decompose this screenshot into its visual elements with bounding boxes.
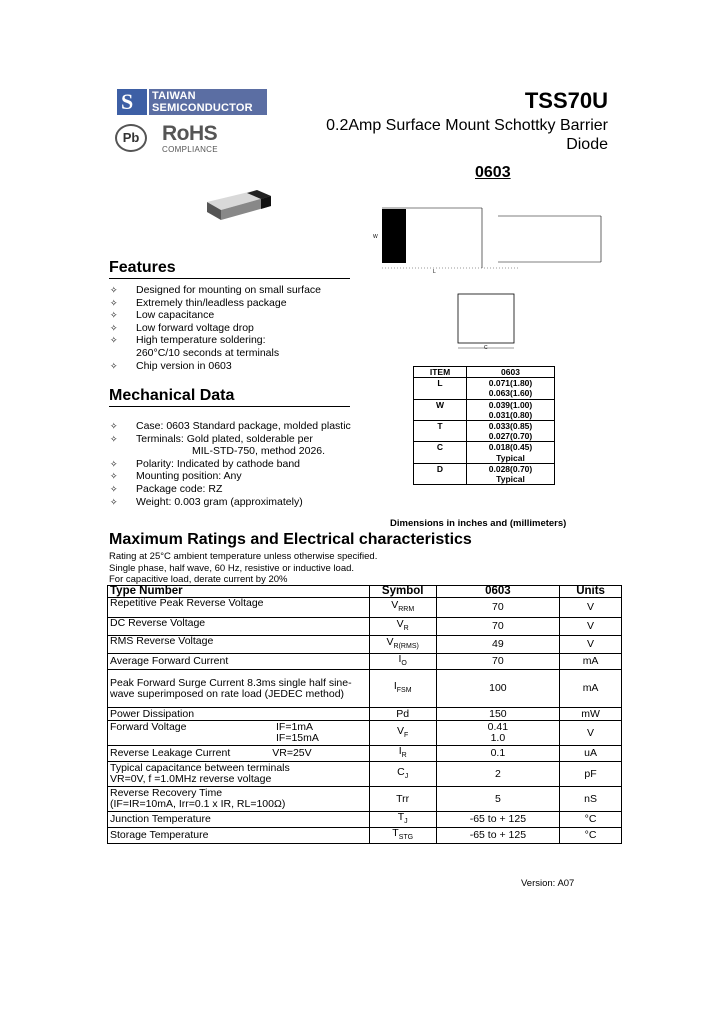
dim-c-label: C bbox=[484, 345, 488, 351]
table-cell: $C_J$ bbox=[369, 762, 436, 787]
package-name: 0603 bbox=[475, 164, 511, 181]
table-header-cell: ITEM bbox=[414, 367, 467, 378]
table-cell: $V_F$ bbox=[369, 721, 436, 746]
table-row bbox=[414, 442, 555, 463]
mechanical-list bbox=[110, 420, 351, 508]
table-cell: Average Forward Current bbox=[108, 654, 370, 670]
ratings-notes bbox=[109, 551, 377, 586]
table-cell: 49 bbox=[436, 636, 560, 654]
list-item: ✧ Chip version in 0603 bbox=[110, 359, 232, 372]
list-item: ✧ Mounting position: Any bbox=[110, 470, 242, 483]
table-cell: mA bbox=[560, 670, 622, 708]
table-row bbox=[108, 812, 622, 828]
note-line: For capacitive load, derate current by 20% bbox=[109, 574, 288, 585]
list-item: ✧ Low forward voltage drop bbox=[110, 321, 254, 334]
compliance-label: COMPLIANCE bbox=[162, 145, 218, 154]
table-header-row bbox=[414, 367, 555, 378]
table-cell: D bbox=[414, 463, 467, 484]
table-cell: °C bbox=[560, 828, 622, 844]
table-cell: C bbox=[414, 442, 467, 463]
table-cell: 100 bbox=[436, 670, 560, 708]
table-cell: °C bbox=[560, 812, 622, 828]
table-cell: uA bbox=[560, 746, 622, 762]
table-row bbox=[108, 618, 622, 636]
table-cell: V bbox=[560, 598, 622, 618]
table-cell: $T_{STG}$ bbox=[369, 828, 436, 844]
part-number: TSS70U bbox=[524, 88, 608, 113]
table-cell: 0.039(1.00) 0.031(0.80) bbox=[467, 399, 555, 420]
note-line: Rating at 25°C ambient temperature unless otherwise specified. bbox=[109, 551, 378, 562]
table-cell: 70 bbox=[436, 618, 560, 636]
description-line-1: 0.2Amp Surface Mount Schottky Barrier bbox=[326, 117, 608, 134]
table-row bbox=[108, 670, 622, 708]
table-header-cell: Symbol bbox=[369, 586, 436, 598]
list-item: ✧ High temperature soldering: bbox=[110, 334, 266, 347]
bullet-icon: ✧ bbox=[110, 496, 118, 507]
bullet-icon: ✧ bbox=[110, 285, 118, 295]
table-cell: 70 bbox=[436, 598, 560, 618]
bullet-icon: ✧ bbox=[110, 421, 118, 431]
table-cell: $I_O$ bbox=[369, 654, 436, 670]
bullet-icon: ✧ bbox=[110, 310, 118, 321]
table-cell: $V_R$ bbox=[369, 618, 436, 636]
dim-l-label: L bbox=[433, 269, 436, 275]
table-cell: Reverse Recovery Time (IF=IR=10mA, Irr=0.1 x IR, RL=100Ω) bbox=[108, 787, 370, 812]
table-cell: DC Reverse Voltage bbox=[108, 618, 370, 636]
table-header-row bbox=[108, 586, 622, 598]
table-cell: W bbox=[414, 399, 467, 420]
list-item: ✧ Low capacitance bbox=[110, 309, 215, 322]
table-cell: $I_R$ bbox=[369, 746, 436, 762]
bullet-icon: ✧ bbox=[110, 335, 118, 346]
table-cell: Junction Temperature bbox=[108, 812, 370, 828]
list-item: ✧ Extremely thin/leadless package bbox=[110, 296, 287, 309]
bullet-icon: ✧ bbox=[110, 297, 118, 308]
part-description bbox=[268, 116, 608, 154]
table-cell: 0.033(0.85) 0.027(0.70) bbox=[467, 421, 555, 442]
table-cell: 0.1 bbox=[436, 746, 560, 762]
bullet-icon: ✧ bbox=[110, 322, 118, 333]
table-cell: V bbox=[560, 618, 622, 636]
table-row bbox=[108, 654, 622, 670]
table-row bbox=[108, 762, 622, 787]
list-item: ✧ Package code: RZ bbox=[110, 482, 223, 495]
rohs-label: RoHS bbox=[162, 122, 218, 145]
ratings-heading: Maximum Ratings and Electrical characteristics bbox=[109, 531, 472, 548]
list-item: ✧ Case: 0603 Standard package, molded plastic bbox=[110, 420, 351, 432]
logo-line-1: TAIWAN bbox=[152, 90, 196, 102]
table-row bbox=[108, 598, 622, 618]
table-cell: 70 bbox=[436, 654, 560, 670]
table-cell: Forward Voltage IF=1mA IF=15mA bbox=[108, 721, 370, 746]
table-row bbox=[108, 708, 622, 721]
table-cell: Trr bbox=[369, 787, 436, 812]
table-cell: Power Dissipation bbox=[108, 708, 370, 721]
logo-line-2: SEMICONDUCTOR bbox=[152, 102, 253, 114]
dimension-drawing bbox=[368, 200, 618, 360]
table-cell: mW bbox=[560, 708, 622, 721]
list-item: ✧ Designed for mounting on small surface bbox=[110, 284, 322, 296]
table-row bbox=[108, 746, 622, 762]
table-cell: 150 bbox=[436, 708, 560, 721]
dimensions-caption: Dimensions in inches and (millimeters) bbox=[390, 518, 567, 529]
table-cell: 5 bbox=[436, 787, 560, 812]
table-cell: V bbox=[560, 636, 622, 654]
table-cell: Pd bbox=[369, 708, 436, 721]
table-row bbox=[108, 787, 622, 812]
features-list bbox=[110, 284, 321, 372]
list-item: ✧ Terminals: Gold plated, solderable per bbox=[110, 432, 313, 445]
table-row bbox=[108, 721, 622, 746]
logo-mark bbox=[117, 89, 147, 115]
table-cell: Reverse Leakage Current VR=25V bbox=[108, 746, 370, 762]
table-cell: $V_{RRM}$ bbox=[369, 598, 436, 618]
table-header-cell: 0603 bbox=[467, 367, 555, 378]
table-cell: RMS Reverse Voltage bbox=[108, 636, 370, 654]
table-cell: 2 bbox=[436, 762, 560, 787]
bullet-icon: ✧ bbox=[110, 458, 118, 469]
chip-image bbox=[205, 188, 273, 222]
table-cell: -65 to + 125 bbox=[436, 812, 560, 828]
version-label: Version: A07 bbox=[521, 878, 575, 889]
table-header-cell: Units bbox=[560, 586, 622, 598]
table-cell: $T_J$ bbox=[369, 812, 436, 828]
table-row bbox=[414, 399, 555, 420]
bullet-icon: ✧ bbox=[110, 471, 118, 482]
table-cell: V bbox=[560, 721, 622, 746]
table-cell: T bbox=[414, 421, 467, 442]
table-cell: L bbox=[414, 378, 467, 399]
table-cell: Peak Forward Surge Current 8.3ms single half sine-wave superimposed on rate load (JEDEC method) bbox=[108, 670, 370, 708]
bullet-icon: ✧ bbox=[110, 360, 118, 371]
table-cell: 0.41 1.0 bbox=[436, 721, 560, 746]
table-cell: Repetitive Peak Reverse Voltage bbox=[108, 598, 370, 618]
dim-w-label: W bbox=[373, 234, 378, 240]
logo-mark-letter: S bbox=[121, 89, 134, 114]
table-cell: -65 to + 125 bbox=[436, 828, 560, 844]
bullet-icon: ✧ bbox=[110, 483, 118, 494]
list-item: ✧ Polarity: Indicated by cathode band bbox=[110, 457, 301, 470]
table-cell: mA bbox=[560, 654, 622, 670]
company-logo-text bbox=[149, 89, 267, 115]
table-row bbox=[414, 463, 555, 484]
table-cell: $I_{FSM}$ bbox=[369, 670, 436, 708]
table-cell: 0.018(0.45) Typical bbox=[467, 442, 555, 463]
table-cell: $V_{R(RMS)}$ bbox=[369, 636, 436, 654]
table-header-cell: Type Number bbox=[108, 586, 370, 598]
list-item-continuation: 260°C/10 seconds at terminals bbox=[136, 346, 280, 359]
table-cell: pF bbox=[560, 762, 622, 787]
pb-free-icon: Pb bbox=[115, 124, 147, 152]
list-item: ✧ Weight: 0.003 gram (approximately) bbox=[110, 495, 303, 508]
table-cell: Storage Temperature bbox=[108, 828, 370, 844]
table-cell: nS bbox=[560, 787, 622, 812]
table-cell: 0.071(1.80) 0.063(1.60) bbox=[467, 378, 555, 399]
table-row bbox=[414, 421, 555, 442]
table-header-cell: 0603 bbox=[436, 586, 560, 598]
features-heading: Features bbox=[109, 259, 350, 279]
description-line-2: Diode bbox=[566, 136, 608, 153]
table-row bbox=[108, 636, 622, 654]
mechanical-heading: Mechanical Data bbox=[109, 387, 350, 407]
note-line: Single phase, half wave, 60 Hz, resistive or inductive load. bbox=[109, 562, 355, 574]
table-cell: 0.028(0.70) Typical bbox=[467, 463, 555, 484]
list-item-continuation: MIL-STD-750, method 2026. bbox=[192, 445, 326, 458]
ratings-table bbox=[107, 585, 622, 844]
bullet-icon: ✧ bbox=[110, 433, 118, 444]
table-row bbox=[414, 378, 555, 399]
dimensions-table bbox=[413, 366, 555, 485]
table-row bbox=[108, 828, 622, 844]
table-cell: Typical capacitance between terminals VR=0V, f =1.0MHz reverse voltage bbox=[108, 762, 370, 787]
